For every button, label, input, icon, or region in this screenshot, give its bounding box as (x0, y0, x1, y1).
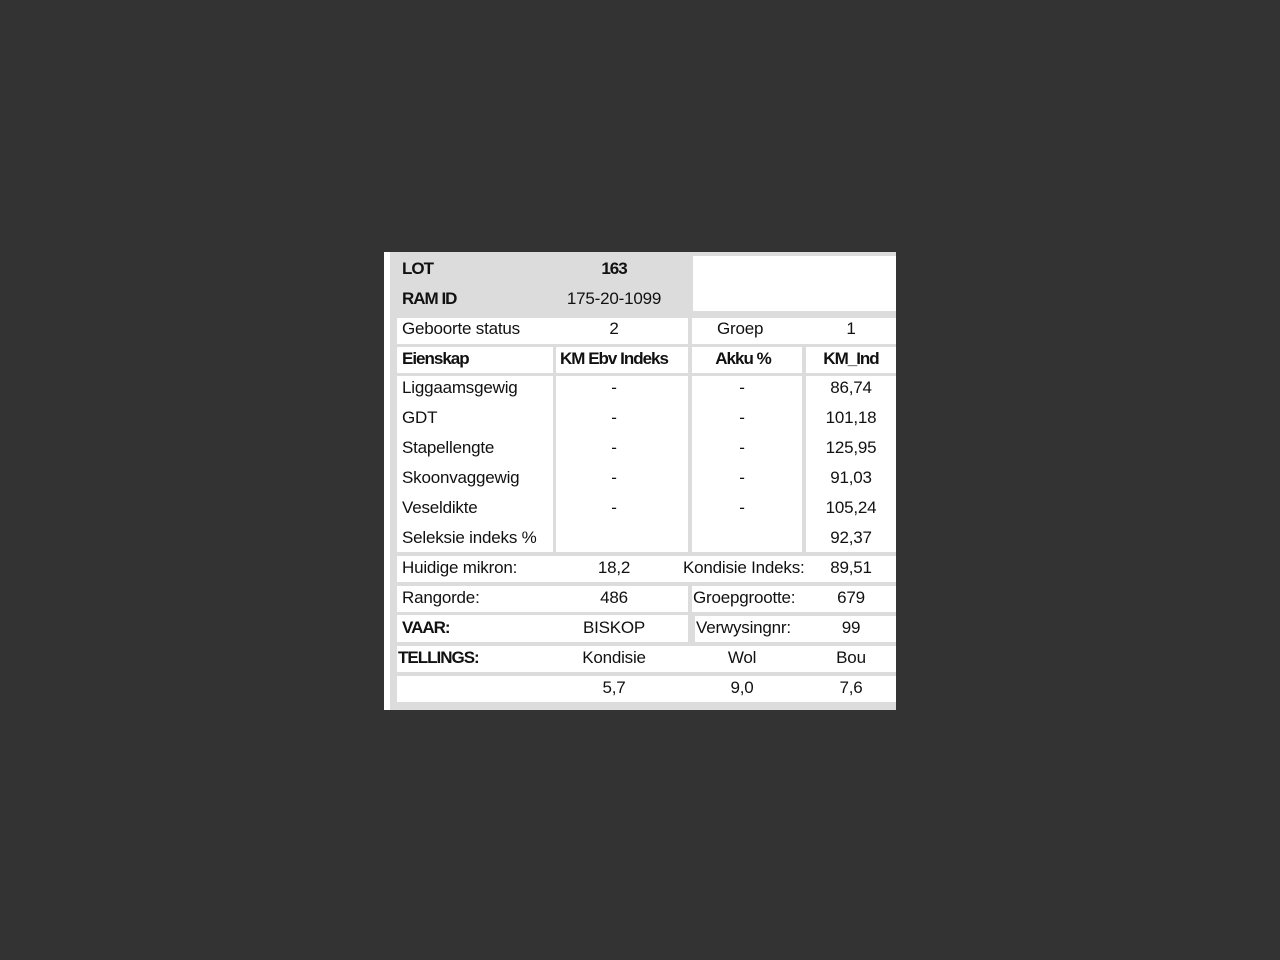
trait-akku (692, 523, 792, 553)
reference-label: Verwysingnr: (696, 618, 791, 637)
sire-label: VAAR: (402, 618, 450, 637)
trait-akku: - (739, 378, 745, 397)
trait-kmind: 92,37 (830, 528, 872, 547)
reference-value: 99 (841, 618, 861, 637)
th-km-ebv: KM Ebv Indeks (560, 349, 668, 368)
group-value: 1 (846, 319, 856, 338)
trait-name: Seleksie indeks % (402, 528, 537, 547)
rank-value: 486 (600, 588, 628, 607)
condition-index-value: 89,51 (830, 558, 872, 577)
group-size-label: Groepgrootte: (693, 588, 796, 607)
birth-status-value: 2 (609, 319, 619, 338)
score-value-condition: 5,7 (602, 678, 626, 697)
th-akku: Akku % (715, 349, 771, 368)
left-margin (384, 252, 390, 710)
lot-value: 163 (601, 259, 627, 278)
score-header-build: Bou (836, 648, 866, 667)
trait-ebv: - (611, 378, 617, 397)
trait-akku: - (739, 408, 745, 427)
micron-label: Huidige mikron: (402, 558, 518, 577)
birth-status-label: Geboorte status (402, 319, 520, 338)
trait-ebv: - (611, 468, 617, 487)
th-trait: Eienskap (402, 349, 469, 368)
trait-ebv: - (611, 438, 617, 457)
trait-ebv: - (611, 498, 617, 517)
trait-name: GDT (402, 408, 438, 427)
trait-ebv: - (611, 408, 617, 427)
trait-akku: - (739, 498, 745, 517)
trait-name: Liggaamsgewig (402, 378, 518, 397)
trait-name: Skoonvaggewig (402, 468, 520, 487)
score-header-wool: Wol (727, 648, 757, 667)
group-label: Groep (717, 319, 764, 338)
trait-name: Veseldikte (402, 498, 478, 517)
sire-value: BISKOP (582, 618, 646, 637)
lot-label: LOT (402, 259, 433, 278)
trait-kmind: 91,03 (830, 468, 872, 487)
rank-label: Rangorde: (402, 588, 480, 607)
header-blank-box (693, 256, 896, 311)
micron-value: 18,2 (597, 558, 631, 577)
score-value-wool: 9,0 (730, 678, 754, 697)
scores-label: TELLINGS: (398, 648, 479, 667)
trait-akku: - (739, 468, 745, 487)
ram-id-value: 175-20-1099 (566, 289, 662, 308)
ram-id-label: RAM ID (402, 289, 457, 308)
score-value-build: 7,6 (839, 678, 863, 697)
condition-index-label: Kondisie Indeks: (683, 558, 805, 577)
trait-kmind: 101,18 (825, 408, 877, 427)
group-size-value: 679 (837, 588, 865, 607)
score-header-condition: Kondisie (582, 648, 646, 667)
th-km-ind: KM_Ind (823, 349, 879, 368)
trait-ebv (556, 523, 672, 553)
trait-name: Stapellengte (402, 438, 495, 457)
ram-record-card (384, 252, 896, 710)
trait-kmind: 125,95 (825, 438, 877, 457)
trait-kmind: 105,24 (825, 498, 877, 517)
trait-akku: - (739, 438, 745, 457)
trait-kmind: 86,74 (830, 378, 872, 397)
